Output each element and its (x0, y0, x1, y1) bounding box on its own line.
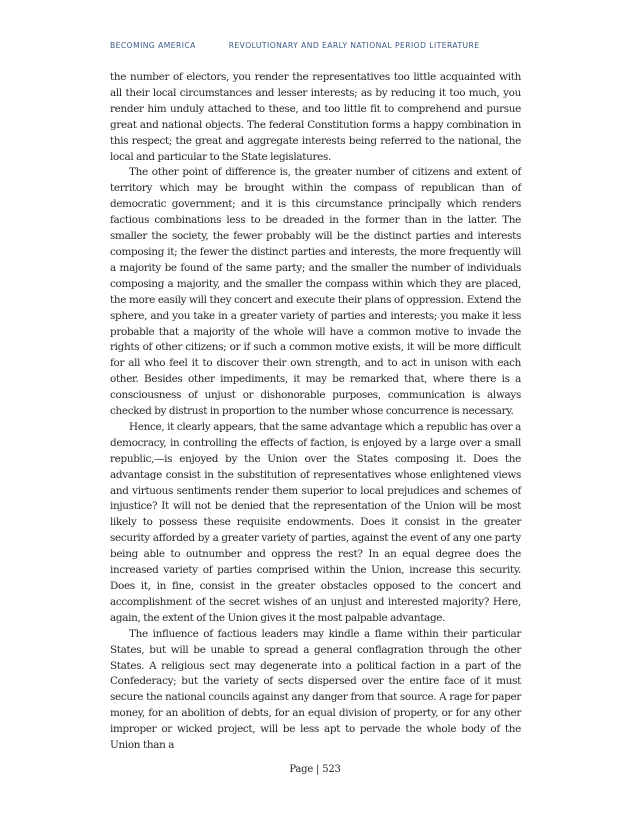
paragraph: The other point of difference is, the greater number of citizens and extent of territory which may be brought within the compass of republican than of democratic government; and it is this circumstance principally which renders factious combinations less to be dreaded in the former than in the latter. The smaller the society, the fewer probably will be the distinct parties and interests composing it; the fewer the distinct parties and interests, the more frequently will a majority be found of the same party; and the smaller the number of individuals composing a majority, and the smaller the compass within which they are placed, the more easily will they concert and execute their plans of oppression. Extend the sphere, and you take in a greater variety of parties and interests; you make it less probable that a majority of the whole will have a common motive to invade the rights of other citizens; or if such a common motive exists, it will be more difficult for all who feel it to discover their own strength, and to act in unison with each other. Besides other impediments, it may be remarked that, where there is a consciousness of unjust or dishonorable purposes, communication is always checked by distrust in proportion to the number whose concurrence is necessary. (110, 166, 521, 418)
paragraph: Hence, it clearly appears, that the same advantage which a republic has over a democracy, in controlling the effects of faction, is enjoyed by a large over a small republic,—is enjoyed by the Union over the States composing it. Does the advantage consist in the substitution of representatives whose enlightened views and virtuous sentiments render them superior to local prejudices and schemes of injustice? It will not be denied that the representation of the Union will be most likely to possess these requisite endowments. Does it consist in the greater security afforded by a greater variety of parties, against the event of any one party being able to outnumber and oppress the rest? In an equal degree does the increased variety of parties comprised within the Union, increase this security. Does it, in fine, consist in the greater obstacles opposed to the concert and accomplishment of the secret wishes of an unjust and interested majority? Here, again, the extent of the Union gives it the most palpable advantage. (110, 420, 521, 624)
page-number: Page | 523 (289, 764, 341, 775)
body-text (110, 70, 521, 754)
header-series-title: BECOMING AMERICA (110, 41, 196, 50)
header-section-title: REVOLUTIONARY AND EARLY NATIONAL PERIOD LITERATURE (228, 41, 480, 50)
paragraph: The influence of factious leaders may kindle a flame within their particular States, but will be unable to spread a general conflagration through the other States. A religious sect may degenerate into a political faction in a part of the Confederacy; but the variety of sects dispersed over the entire face of it must secure the national councils against any danger from that source. A rage for paper money, for an abolition of debts, for an equal division of property, or for any other improper or wicked project, will be less apt to pervade the whole body of the Union than a (110, 627, 521, 752)
paragraph: the number of electors, you render the representatives too little acquainted with all their local circumstances and lesser interests; as by reducing it too much, you render him unduly attached to these, and too little fit to comprehend and pursue great and national objects. The federal Constitution forms a happy combination in this respect; the great and aggregate interests being referred to the national, the local and particular to the State legislatures. (110, 71, 521, 163)
running-header (110, 41, 530, 50)
